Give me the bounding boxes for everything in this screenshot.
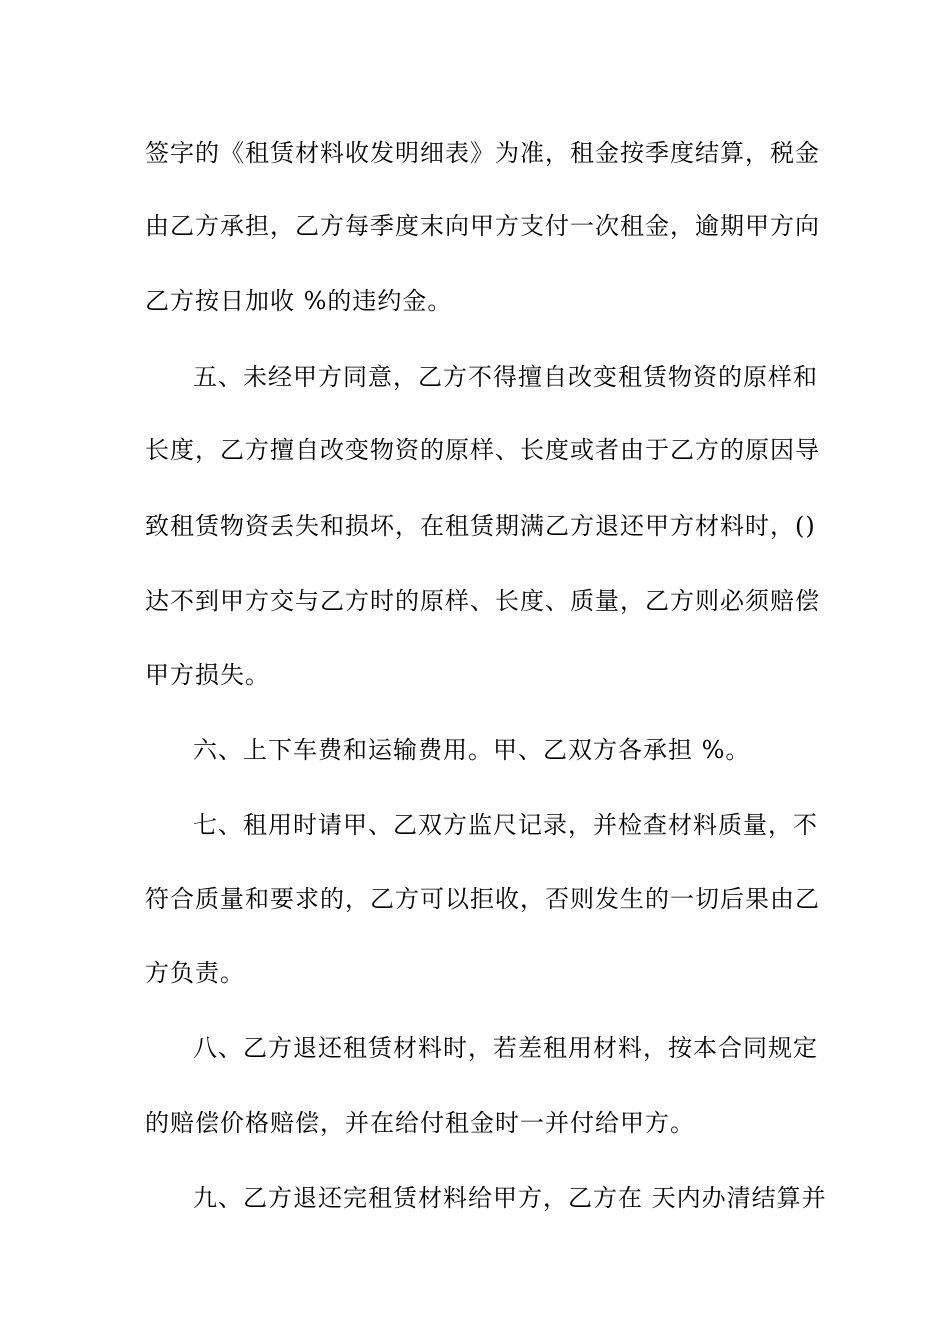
paragraph-eight-start: 八、乙方退还租赁材料时，若差租用材料，按本合同规定	[193, 1034, 818, 1062]
paragraph-six: 六、上下车费和运输费用。甲、乙双方各承担 %。	[193, 736, 751, 764]
paragraph-nine-start: 九、乙方退还完租赁材料给甲方，乙方在 天内办清结算并	[193, 1184, 827, 1212]
text-line: 由乙方承担，乙方每季度末向甲方支付一次租金，逾期甲方向	[145, 212, 820, 240]
text-line: 的赔偿价格赔偿，并在给付租金时一并付给甲方。	[145, 1109, 695, 1137]
text-line: 方负责。	[145, 959, 245, 987]
text-line: 乙方按日加收 %的违约金。	[145, 287, 453, 315]
paragraph-five-start: 五、未经甲方同意，乙方不得擅自改变租赁物资的原样和	[193, 363, 818, 391]
text-line: 符合质量和要求的，乙方可以拒收，否则发生的一切后果由乙	[145, 885, 820, 913]
text-line: 达不到甲方交与乙方时的原样、长度、质量，乙方则必须赔偿	[145, 587, 820, 615]
text-line: 签字的《租赁材料收发明细表》为准，租金按季度结算，税金	[145, 139, 820, 167]
text-line: 甲方损失。	[145, 661, 270, 689]
paragraph-seven-start: 七、租用时请甲、乙双方监尺记录，并检查材料质量，不	[193, 811, 818, 839]
text-line: 长度，乙方擅自改变物资的原样、长度或者由于乙方的原因导	[145, 436, 820, 464]
text-line: 致租赁物资丢失和损坏，在租赁期满乙方退还甲方材料时，()	[145, 512, 816, 540]
